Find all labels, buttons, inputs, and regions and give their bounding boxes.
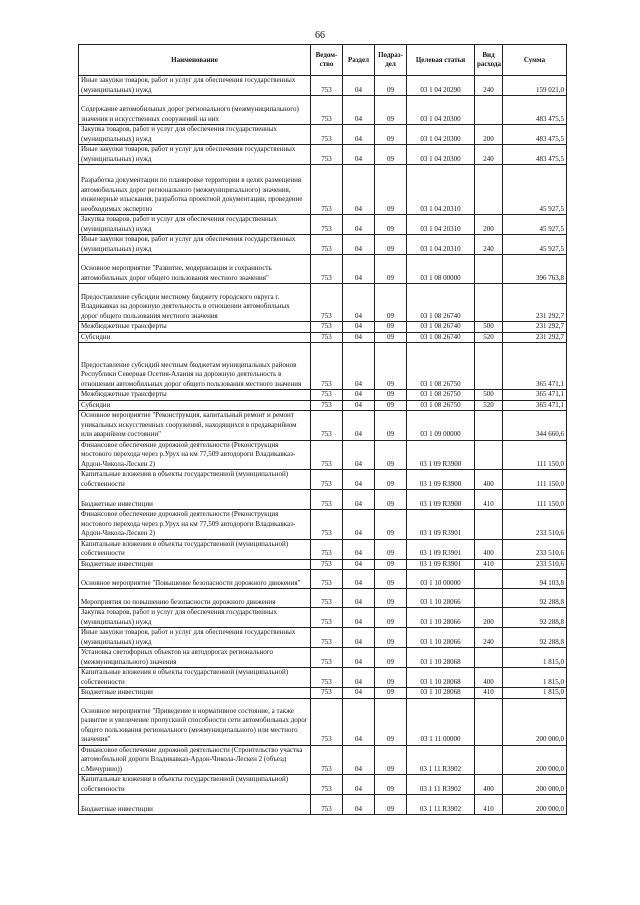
- table-row: [79, 322, 567, 333]
- row-sum-cell: 111 150,0: [503, 440, 567, 470]
- row-subsection-cell: 09: [375, 343, 407, 390]
- table-row: [79, 96, 567, 125]
- row-target-article-cell: 03 1 04 20300: [407, 96, 475, 125]
- table-row: [79, 570, 567, 589]
- row-department-cell: 753: [311, 235, 343, 255]
- row-sum-cell: 231 292,7: [503, 322, 567, 333]
- row-sum-cell: 365 471,1: [503, 390, 567, 401]
- row-name-cell: Бюджетные инвестиции: [79, 795, 311, 815]
- row-target-article-cell: 03 1 08 26740: [407, 322, 475, 333]
- table-row: [79, 510, 567, 540]
- row-department-cell: 753: [311, 411, 343, 441]
- row-name-cell: Иные закупки товаров, работ и услуг для обеспечения государственных (муниципальных) нужд: [79, 145, 311, 165]
- row-subsection-cell: 09: [375, 688, 407, 699]
- row-section-cell: 04: [343, 125, 375, 145]
- row-name-cell: Межбюджетные трансферты: [79, 390, 311, 401]
- row-expense-type-cell: [475, 411, 503, 441]
- row-section-cell: 04: [343, 215, 375, 235]
- row-sum-cell: 200 000,0: [503, 745, 567, 775]
- row-expense-type-cell: 410: [475, 688, 503, 699]
- row-name-cell: Основное мероприятие "Приведение в нормативное состояние, а также развитие и увеличение пропускной способности сети автомобильных дорог общего пользования регионального (межмуниципального) или местного значения": [79, 698, 311, 745]
- row-target-article-cell: 03 1 04 20310: [407, 215, 475, 235]
- row-sum-cell: 233 510,6: [503, 510, 567, 540]
- row-subsection-cell: 09: [375, 165, 407, 215]
- row-target-article-cell: 03 1 09 R3900: [407, 440, 475, 470]
- table-header: [79, 45, 567, 76]
- row-name-cell: Установка светофорных объектов на автодорогах регионального (межмуниципального) значения: [79, 648, 311, 668]
- header-target-article: Целевая статья: [407, 45, 475, 76]
- row-target-article-cell: 03 1 10 28066: [407, 589, 475, 608]
- row-name-cell: Мероприятия по повышению безопасности дорожного движения: [79, 589, 311, 608]
- row-expense-type-cell: 410: [475, 559, 503, 570]
- header-sum: Сумма: [503, 45, 567, 76]
- row-department-cell: 753: [311, 539, 343, 559]
- table-row: [79, 490, 567, 510]
- row-target-article-cell: 03 1 09 R3900: [407, 490, 475, 510]
- row-section-cell: 04: [343, 510, 375, 540]
- row-name-cell: Бюджетные инвестиции: [79, 688, 311, 699]
- row-section-cell: 04: [343, 559, 375, 570]
- row-section-cell: 04: [343, 145, 375, 165]
- row-department-cell: 753: [311, 215, 343, 235]
- row-target-article-cell: 03 1 08 26740: [407, 284, 475, 322]
- row-expense-type-cell: [475, 165, 503, 215]
- row-target-article-cell: 03 1 10 28066: [407, 628, 475, 648]
- table-row: [79, 125, 567, 145]
- row-expense-type-cell: [475, 698, 503, 745]
- row-target-article-cell: 03 1 11 R3902: [407, 795, 475, 815]
- row-department-cell: 753: [311, 145, 343, 165]
- budget-table: [78, 44, 567, 815]
- row-department-cell: 753: [311, 745, 343, 775]
- row-sum-cell: 45 927,5: [503, 235, 567, 255]
- table-row: [79, 795, 567, 815]
- row-target-article-cell: 03 1 08 26750: [407, 400, 475, 411]
- row-expense-type-cell: 240: [475, 235, 503, 255]
- row-name-cell: Бюджетные инвестиции: [79, 559, 311, 570]
- row-subsection-cell: 09: [375, 322, 407, 333]
- row-expense-type-cell: 410: [475, 795, 503, 815]
- row-department-cell: 753: [311, 775, 343, 795]
- row-name-cell: Основное мероприятие "Развитие, модернизация и сохранность автомобильных дорог общего пользования местного значения": [79, 255, 311, 284]
- row-expense-type-cell: [475, 648, 503, 668]
- row-sum-cell: 200 000,0: [503, 698, 567, 745]
- row-target-article-cell: 03 1 09 R3901: [407, 510, 475, 540]
- row-subsection-cell: 09: [375, 145, 407, 165]
- row-sum-cell: 365 471,1: [503, 343, 567, 390]
- row-target-article-cell: 03 1 09 00000: [407, 411, 475, 441]
- row-expense-type-cell: [475, 570, 503, 589]
- row-name-cell: Закупка товаров, работ и услуг для обеспечения государственных (муниципальных) нужд: [79, 215, 311, 235]
- row-department-cell: 753: [311, 400, 343, 411]
- row-section-cell: 04: [343, 470, 375, 490]
- row-name-cell: Иные закупки товаров, работ и услуг для обеспечения государственных (муниципальных) нужд: [79, 235, 311, 255]
- table-row: [79, 589, 567, 608]
- row-name-cell: Закупка товаров, работ и услуг для обеспечения государственных (муниципальных) нужд: [79, 608, 311, 628]
- header-department: Ведом-ство: [311, 45, 343, 76]
- row-sum-cell: 111 150,0: [503, 470, 567, 490]
- row-target-article-cell: 03 1 09 R3900: [407, 470, 475, 490]
- table-row: [79, 608, 567, 628]
- table-row: [79, 76, 567, 96]
- row-section-cell: 04: [343, 589, 375, 608]
- row-expense-type-cell: 240: [475, 76, 503, 96]
- row-sum-cell: 483 475,5: [503, 145, 567, 165]
- row-section-cell: 04: [343, 745, 375, 775]
- row-subsection-cell: 09: [375, 125, 407, 145]
- row-name-cell: Финансовое обеспечение дорожной деятельности (Строительство участка автомобильной дороги Владикавказ-Ардон-Чикола-Лескен 2 (объезд с.Мичурино)): [79, 745, 311, 775]
- row-subsection-cell: 09: [375, 510, 407, 540]
- row-section-cell: 04: [343, 255, 375, 284]
- row-sum-cell: 94 103,8: [503, 570, 567, 589]
- row-sum-cell: 159 021,0: [503, 76, 567, 96]
- row-department-cell: 753: [311, 440, 343, 470]
- row-name-cell: Содержание автомобильных дорог регионального (межмуниципального) значения и искусственных сооружений на них: [79, 96, 311, 125]
- row-expense-type-cell: 500: [475, 390, 503, 401]
- row-sum-cell: 483 475,5: [503, 96, 567, 125]
- row-department-cell: 753: [311, 343, 343, 390]
- row-department-cell: 753: [311, 698, 343, 745]
- row-department-cell: 753: [311, 510, 343, 540]
- row-subsection-cell: 09: [375, 490, 407, 510]
- table-row: [79, 539, 567, 559]
- row-subsection-cell: 09: [375, 411, 407, 441]
- row-target-article-cell: 03 1 08 00000: [407, 255, 475, 284]
- row-subsection-cell: 09: [375, 76, 407, 96]
- row-subsection-cell: 09: [375, 608, 407, 628]
- row-section-cell: 04: [343, 440, 375, 470]
- row-sum-cell: 231 292,7: [503, 284, 567, 322]
- table-row: [79, 215, 567, 235]
- row-target-article-cell: 03 1 10 28066: [407, 608, 475, 628]
- row-name-cell: Финансовое обеспечение дорожной деятельности (Реконструкция мостового перехода через р.Урух на км 77,509 автодороги Владикавказ-Ардон-Чикола-Лескен 2): [79, 440, 311, 470]
- row-section-cell: 04: [343, 284, 375, 322]
- row-section-cell: 04: [343, 668, 375, 688]
- row-target-article-cell: 03 1 08 26740: [407, 332, 475, 343]
- row-sum-cell: 233 510,6: [503, 539, 567, 559]
- row-sum-cell: 200 000,0: [503, 795, 567, 815]
- row-subsection-cell: 09: [375, 628, 407, 648]
- row-subsection-cell: 09: [375, 648, 407, 668]
- row-target-article-cell: 03 1 04 20290: [407, 76, 475, 96]
- row-target-article-cell: 03 1 10 00000: [407, 570, 475, 589]
- row-subsection-cell: 09: [375, 589, 407, 608]
- row-sum-cell: 92 288,8: [503, 589, 567, 608]
- row-subsection-cell: 09: [375, 235, 407, 255]
- row-section-cell: 04: [343, 165, 375, 215]
- row-section-cell: 04: [343, 400, 375, 411]
- row-department-cell: 753: [311, 795, 343, 815]
- table-row: [79, 284, 567, 322]
- row-subsection-cell: 09: [375, 215, 407, 235]
- row-name-cell: Иные закупки товаров, работ и услуг для обеспечения государственных (муниципальных) нужд: [79, 76, 311, 96]
- header-subsection: Подраз-дел: [375, 45, 407, 76]
- table-row: [79, 390, 567, 401]
- row-section-cell: 04: [343, 775, 375, 795]
- row-expense-type-cell: [475, 510, 503, 540]
- row-department-cell: 753: [311, 332, 343, 343]
- row-sum-cell: 111 150,0: [503, 490, 567, 510]
- row-name-cell: Основное мероприятие "Повышение безопасности дорожного движения": [79, 570, 311, 589]
- row-department-cell: 753: [311, 648, 343, 668]
- row-section-cell: 04: [343, 411, 375, 441]
- row-section-cell: 04: [343, 698, 375, 745]
- table-row: [79, 688, 567, 699]
- table-row: [79, 332, 567, 343]
- row-department-cell: 753: [311, 570, 343, 589]
- row-expense-type-cell: 400: [475, 668, 503, 688]
- row-expense-type-cell: [475, 343, 503, 390]
- row-department-cell: 753: [311, 608, 343, 628]
- row-name-cell: Капитальные вложения в объекты государственной (муниципальной) собственности: [79, 539, 311, 559]
- row-department-cell: 753: [311, 628, 343, 648]
- row-subsection-cell: 09: [375, 559, 407, 570]
- row-subsection-cell: 09: [375, 332, 407, 343]
- row-target-article-cell: 03 1 04 20310: [407, 165, 475, 215]
- table-row: [79, 648, 567, 668]
- row-department-cell: 753: [311, 284, 343, 322]
- row-target-article-cell: 03 1 04 20300: [407, 125, 475, 145]
- table-row: [79, 255, 567, 284]
- row-section-cell: 04: [343, 539, 375, 559]
- row-target-article-cell: 03 1 09 R3901: [407, 539, 475, 559]
- header-row: [79, 45, 567, 76]
- row-expense-type-cell: 200: [475, 215, 503, 235]
- row-sum-cell: 231 292,7: [503, 332, 567, 343]
- row-subsection-cell: 09: [375, 255, 407, 284]
- row-target-article-cell: 03 1 08 26750: [407, 390, 475, 401]
- header-section: Раздел: [343, 45, 375, 76]
- header-name: Наименование: [79, 45, 311, 76]
- table-row: [79, 235, 567, 255]
- row-sum-cell: 1 815,0: [503, 648, 567, 668]
- row-section-cell: 04: [343, 322, 375, 333]
- row-name-cell: Капитальные вложения в объекты государственной (муниципальной) собственности: [79, 775, 311, 795]
- row-department-cell: 753: [311, 559, 343, 570]
- row-expense-type-cell: 240: [475, 628, 503, 648]
- row-target-article-cell: 03 1 10 28068: [407, 668, 475, 688]
- row-subsection-cell: 09: [375, 668, 407, 688]
- table-row: [79, 698, 567, 745]
- table-row: [79, 470, 567, 490]
- row-department-cell: 753: [311, 125, 343, 145]
- row-target-article-cell: 03 1 04 20300: [407, 145, 475, 165]
- row-sum-cell: 92 288,8: [503, 628, 567, 648]
- row-subsection-cell: 09: [375, 96, 407, 125]
- table-row: [79, 440, 567, 470]
- row-target-article-cell: 03 1 11 00000: [407, 698, 475, 745]
- row-section-cell: 04: [343, 76, 375, 96]
- table-row: [79, 628, 567, 648]
- row-sum-cell: 396 763,8: [503, 255, 567, 284]
- row-name-cell: Капитальные вложения в объекты государственной (муниципальной) собственности: [79, 668, 311, 688]
- row-department-cell: 753: [311, 255, 343, 284]
- row-name-cell: Капитальные вложения в объекты государственной (муниципальной) собственности: [79, 470, 311, 490]
- row-target-article-cell: 03 1 11 R3902: [407, 775, 475, 795]
- row-expense-type-cell: 400: [475, 539, 503, 559]
- row-name-cell: Субсидии: [79, 332, 311, 343]
- row-name-cell: Иные закупки товаров, работ и услуг для обеспечения государственных (муниципальных) нужд: [79, 628, 311, 648]
- row-expense-type-cell: 520: [475, 332, 503, 343]
- header-expense-type: Вид расхода: [475, 45, 503, 76]
- row-sum-cell: 233 510,6: [503, 559, 567, 570]
- page-number: 66: [315, 30, 325, 41]
- table-row: [79, 400, 567, 411]
- row-subsection-cell: 09: [375, 745, 407, 775]
- row-expense-type-cell: [475, 255, 503, 284]
- row-department-cell: 753: [311, 390, 343, 401]
- row-expense-type-cell: [475, 745, 503, 775]
- row-name-cell: Основное мероприятие "Реконструкция, капитальный ремонт и ремонт уникальных искусственных сооружений, находящихся в предаварийном или аварийном состоянии": [79, 411, 311, 441]
- row-target-article-cell: 03 1 10 28068: [407, 688, 475, 699]
- row-subsection-cell: 09: [375, 539, 407, 559]
- row-sum-cell: 1 815,0: [503, 688, 567, 699]
- row-expense-type-cell: [475, 284, 503, 322]
- row-target-article-cell: 03 1 08 26750: [407, 343, 475, 390]
- row-department-cell: 753: [311, 589, 343, 608]
- row-target-article-cell: 03 1 11 R3902: [407, 745, 475, 775]
- row-expense-type-cell: 200: [475, 608, 503, 628]
- row-name-cell: Финансовое обеспечение дорожной деятельности (Реконструкция мостового перехода через р.Урух на км 77,509 автодороги Владикавказ-Ардон-Чикола-Лескен 2): [79, 510, 311, 540]
- row-subsection-cell: 09: [375, 570, 407, 589]
- row-sum-cell: 1 815,0: [503, 668, 567, 688]
- row-name-cell: Разработка документации по планировке территории в целях размещения автомобильных дорог регионального (межмуниципального) значения, инженерные изыскания, разработка проектной документации, проведение необходимых экспертиз: [79, 165, 311, 215]
- row-section-cell: 04: [343, 688, 375, 699]
- row-expense-type-cell: 520: [475, 400, 503, 411]
- row-sum-cell: 365 471,1: [503, 400, 567, 411]
- row-sum-cell: 45 927,5: [503, 215, 567, 235]
- row-department-cell: 753: [311, 490, 343, 510]
- row-expense-type-cell: 200: [475, 125, 503, 145]
- row-name-cell: Субсидии: [79, 400, 311, 411]
- row-department-cell: 753: [311, 76, 343, 96]
- row-sum-cell: 483 475,5: [503, 125, 567, 145]
- row-subsection-cell: 09: [375, 400, 407, 411]
- table-row: [79, 145, 567, 165]
- row-expense-type-cell: [475, 440, 503, 470]
- row-expense-type-cell: [475, 589, 503, 608]
- row-section-cell: 04: [343, 343, 375, 390]
- row-sum-cell: 45 927,5: [503, 165, 567, 215]
- row-section-cell: 04: [343, 235, 375, 255]
- row-department-cell: 753: [311, 165, 343, 215]
- row-section-cell: 04: [343, 490, 375, 510]
- row-sum-cell: 92 288,8: [503, 608, 567, 628]
- row-section-cell: 04: [343, 628, 375, 648]
- row-target-article-cell: 03 1 10 28068: [407, 648, 475, 668]
- row-section-cell: 04: [343, 390, 375, 401]
- row-section-cell: 04: [343, 648, 375, 668]
- row-department-cell: 753: [311, 688, 343, 699]
- table-row: [79, 775, 567, 795]
- row-subsection-cell: 09: [375, 470, 407, 490]
- table-row: [79, 668, 567, 688]
- row-name-cell: Предоставление субсидии местному бюджету городского округа г. Владикавказ на дорожную деятельность в отношении автомобильных дорог общего пользования местного значения: [79, 284, 311, 322]
- row-section-cell: 04: [343, 608, 375, 628]
- row-target-article-cell: 03 1 04 20310: [407, 235, 475, 255]
- table-row: [79, 411, 567, 441]
- table-body: [79, 76, 567, 815]
- row-expense-type-cell: 240: [475, 145, 503, 165]
- row-sum-cell: 344 660,6: [503, 411, 567, 441]
- row-sum-cell: 200 000,0: [503, 775, 567, 795]
- row-name-cell: Межбюджетные трансферты: [79, 322, 311, 333]
- row-department-cell: 753: [311, 322, 343, 333]
- row-subsection-cell: 09: [375, 698, 407, 745]
- row-expense-type-cell: [475, 96, 503, 125]
- table-row: [79, 343, 567, 390]
- row-subsection-cell: 09: [375, 390, 407, 401]
- table-row: [79, 559, 567, 570]
- row-section-cell: 04: [343, 332, 375, 343]
- row-expense-type-cell: 500: [475, 322, 503, 333]
- row-department-cell: 753: [311, 470, 343, 490]
- row-section-cell: 04: [343, 795, 375, 815]
- row-department-cell: 753: [311, 668, 343, 688]
- row-subsection-cell: 09: [375, 284, 407, 322]
- row-subsection-cell: 09: [375, 440, 407, 470]
- table-row: [79, 745, 567, 775]
- row-expense-type-cell: 410: [475, 490, 503, 510]
- row-subsection-cell: 09: [375, 775, 407, 795]
- row-department-cell: 753: [311, 96, 343, 125]
- row-name-cell: Бюджетные инвестиции: [79, 490, 311, 510]
- row-section-cell: 04: [343, 96, 375, 125]
- row-section-cell: 04: [343, 570, 375, 589]
- row-name-cell: Предоставление субсидий местным бюджетам муниципальных районов Республики Северная Осетия-Алания на дорожную деятельность в отношении автомобильных дорог общего пользования местного значения: [79, 343, 311, 390]
- row-name-cell: Закупка товаров, работ и услуг для обеспечения государственных (муниципальных) нужд: [79, 125, 311, 145]
- row-subsection-cell: 09: [375, 795, 407, 815]
- row-expense-type-cell: 400: [475, 775, 503, 795]
- table-row: [79, 165, 567, 215]
- row-expense-type-cell: 400: [475, 470, 503, 490]
- row-target-article-cell: 03 1 09 R3901: [407, 559, 475, 570]
